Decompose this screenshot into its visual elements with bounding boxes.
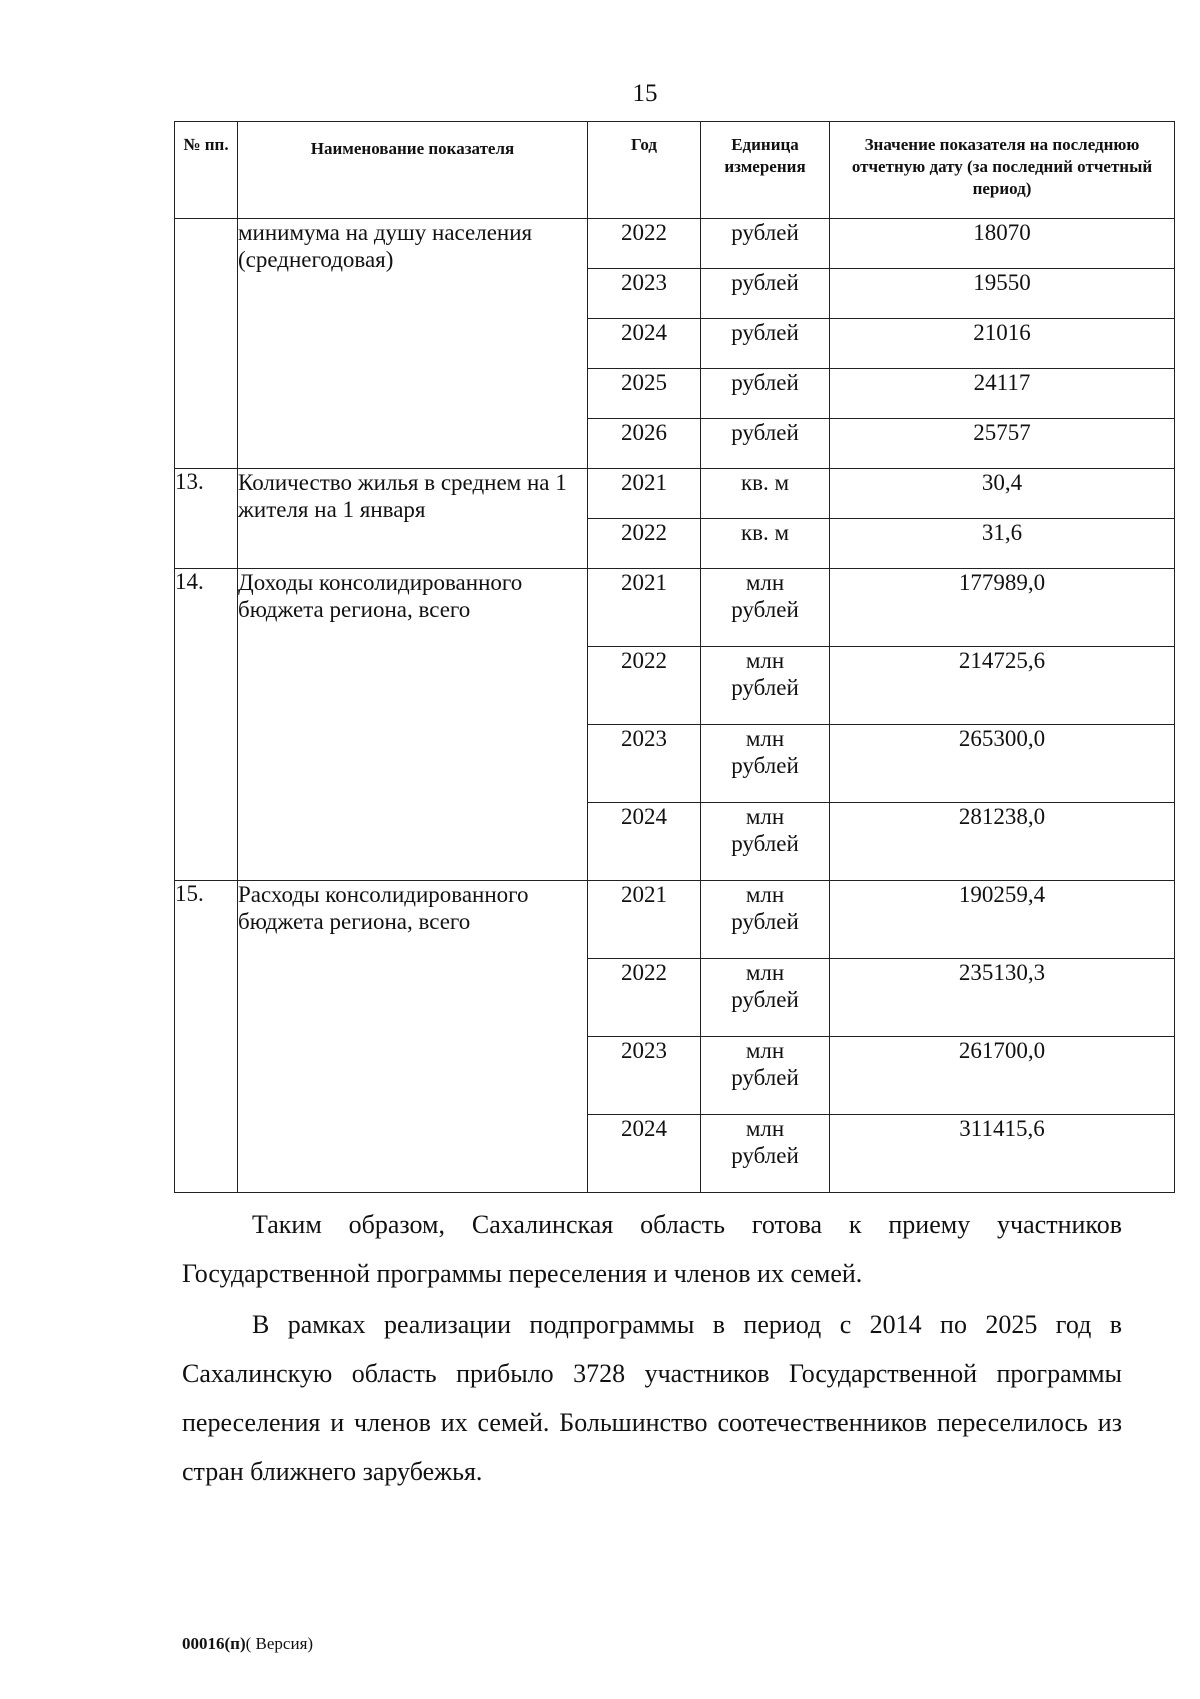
cell-num: 14. [175, 569, 238, 881]
footer-version: ( Версия) [245, 1634, 314, 1653]
footer-code: 00016(п) [182, 1634, 246, 1653]
cell-value: 31,6 [830, 519, 1175, 569]
header-name: Наименование показателя [238, 122, 588, 219]
cell-year: 2021 [588, 881, 701, 959]
cell-year: 2026 [588, 419, 701, 469]
table-row [175, 219, 1175, 269]
cell-value: 19550 [830, 269, 1175, 319]
cell-unit: рублей [701, 369, 830, 419]
table-row [175, 569, 1175, 647]
cell-unit: млн рублей [701, 881, 830, 959]
cell-unit: млн рублей [701, 569, 830, 647]
paragraph-conclusion: Таким образом, Сахалинская область готова к приему участников Государственной программы переселения и членов их семей. [182, 1210, 1122, 1288]
document-footer [182, 1634, 313, 1654]
cell-num: 15. [175, 881, 238, 1193]
header-year: Год [588, 122, 701, 219]
cell-unit: млн рублей [701, 803, 830, 881]
cell-year: 2024 [588, 803, 701, 881]
cell-unit: млн рублей [701, 1115, 830, 1193]
cell-year: 2021 [588, 569, 701, 647]
cell-value: 25757 [830, 419, 1175, 469]
cell-value: 214725,6 [830, 647, 1175, 725]
cell-value: 30,4 [830, 469, 1175, 519]
cell-unit: рублей [701, 269, 830, 319]
cell-value: 21016 [830, 319, 1175, 369]
cell-year: 2024 [588, 1115, 701, 1193]
cell-value: 311415,6 [830, 1115, 1175, 1193]
cell-indicator-name: Доходы консолидированного бюджета региона, всего [238, 569, 588, 881]
cell-year: 2022 [588, 219, 701, 269]
header-value: Значение показателя на последнюю отчетную дату (за последний отчетный период) [830, 122, 1175, 219]
table-body [175, 219, 1175, 1193]
cell-year: 2023 [588, 725, 701, 803]
paragraph-participants: В рамках реализации подпрограммы в период с 2014 по 2025 год в Сахалинскую область прибыло 3728 участников Государственной программы переселения и членов их семей. Большинство соотечественников переселилось из стран ближнего зарубежья. [182, 1310, 1122, 1486]
cell-unit: кв. м [701, 519, 830, 569]
page-number: 15 [632, 80, 658, 107]
cell-unit: млн рублей [701, 1037, 830, 1115]
indicators-table [174, 121, 1175, 1193]
header-num: № пп. [175, 122, 238, 219]
cell-year: 2022 [588, 647, 701, 725]
cell-unit: рублей [701, 319, 830, 369]
cell-value: 265300,0 [830, 725, 1175, 803]
table-header-row [175, 122, 1175, 219]
cell-value: 235130,3 [830, 959, 1175, 1037]
table-row [175, 469, 1175, 519]
cell-year: 2024 [588, 319, 701, 369]
cell-unit: млн рублей [701, 725, 830, 803]
cell-unit: кв. м [701, 469, 830, 519]
cell-unit: рублей [701, 219, 830, 269]
cell-year: 2021 [588, 469, 701, 519]
cell-indicator-name: Расходы консолидированного бюджета региона, всего [238, 881, 588, 1193]
cell-value: 24117 [830, 369, 1175, 419]
cell-value: 177989,0 [830, 569, 1175, 647]
cell-value: 261700,0 [830, 1037, 1175, 1115]
cell-num [175, 219, 238, 469]
header-unit: Единица измерения [701, 122, 830, 219]
cell-year: 2023 [588, 269, 701, 319]
cell-year: 2022 [588, 519, 701, 569]
cell-value: 18070 [830, 219, 1175, 269]
cell-indicator-name: минимума на душу населения (среднегодовая) [238, 219, 588, 469]
cell-value: 190259,4 [830, 881, 1175, 959]
cell-unit: млн рублей [701, 959, 830, 1037]
cell-unit: млн рублей [701, 647, 830, 725]
cell-value: 281238,0 [830, 803, 1175, 881]
cell-year: 2025 [588, 369, 701, 419]
cell-unit: рублей [701, 419, 830, 469]
cell-year: 2022 [588, 959, 701, 1037]
cell-year: 2023 [588, 1037, 701, 1115]
cell-num: 13. [175, 469, 238, 569]
cell-indicator-name: Количество жилья в среднем на 1 жителя на 1 января [238, 469, 588, 569]
table-row [175, 881, 1175, 959]
